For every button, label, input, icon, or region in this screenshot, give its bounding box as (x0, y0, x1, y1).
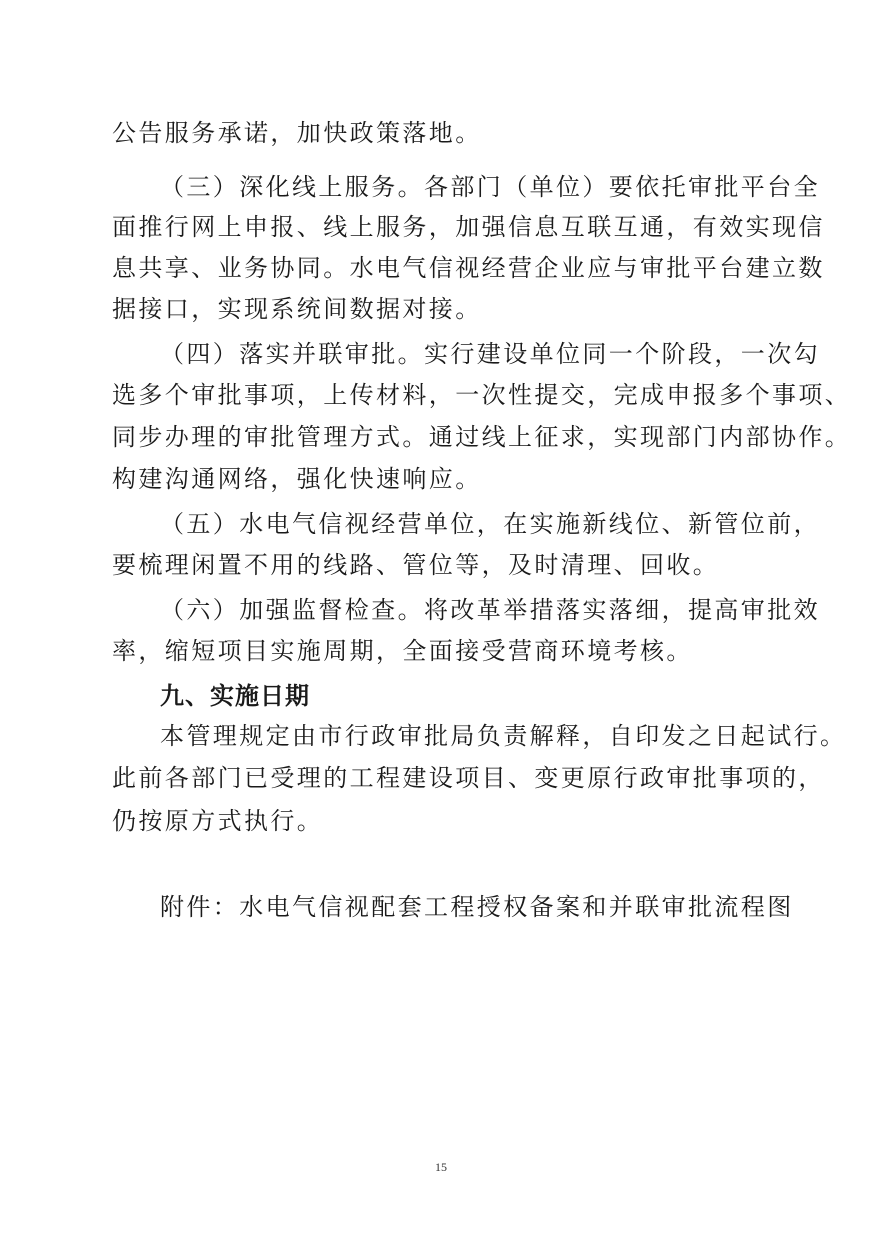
paragraph-line: 构建沟通网络，强化快速响应。 (112, 465, 482, 493)
paragraph-line: 据接口，实现系统间数据对接。 (112, 295, 482, 323)
paragraph-line: 要梳理闲置不用的线路、管位等，及时清理、回收。 (112, 551, 720, 579)
paragraph-line: （四）落实并联审批。实行建设单位同一个阶段，一次勾 (160, 340, 820, 368)
paragraph-line: 率，缩短项目实施周期，全面接受营商环境考核。 (112, 637, 693, 665)
paragraph-line: 此前各部门已受理的工程建设项目、变更原行政审批事项的， (112, 764, 825, 792)
paragraph-line: 面推行网上申报、线上服务，加强信息互联互通，有效实现信 (112, 213, 825, 241)
attachment-line: 附件：水电气信视配套工程授权备案和并联审批流程图 (160, 893, 794, 921)
paragraph-line: 本管理规定由市行政审批局负责解释，自印发之日起试行。 (160, 722, 847, 750)
paragraph-line: 选多个审批事项，上传材料，一次性提交，完成申报多个事项、 (112, 381, 852, 409)
paragraph-line: （六）加强监督检查。将改革举措落实落细，提高审批效 (160, 596, 820, 624)
paragraph-line: （五）水电气信视经营单位，在实施新线位、新管位前， (160, 510, 820, 538)
page-number: 15 (435, 1160, 447, 1174)
paragraph-line: 仍按原方式执行。 (112, 807, 324, 835)
paragraph-line: 息共享、业务协同。水电气信视经营企业应与审批平台建立数 (112, 254, 825, 282)
paragraph-line: 公告服务承诺，加快政策落地。 (112, 119, 482, 147)
paragraph-line: 同步办理的审批管理方式。通过线上征求，实现部门内部协作。 (112, 423, 852, 451)
section-heading: 九、实施日期 (160, 682, 310, 710)
paragraph-line: （三）深化线上服务。各部门（单位）要依托审批平台全 (160, 173, 820, 201)
